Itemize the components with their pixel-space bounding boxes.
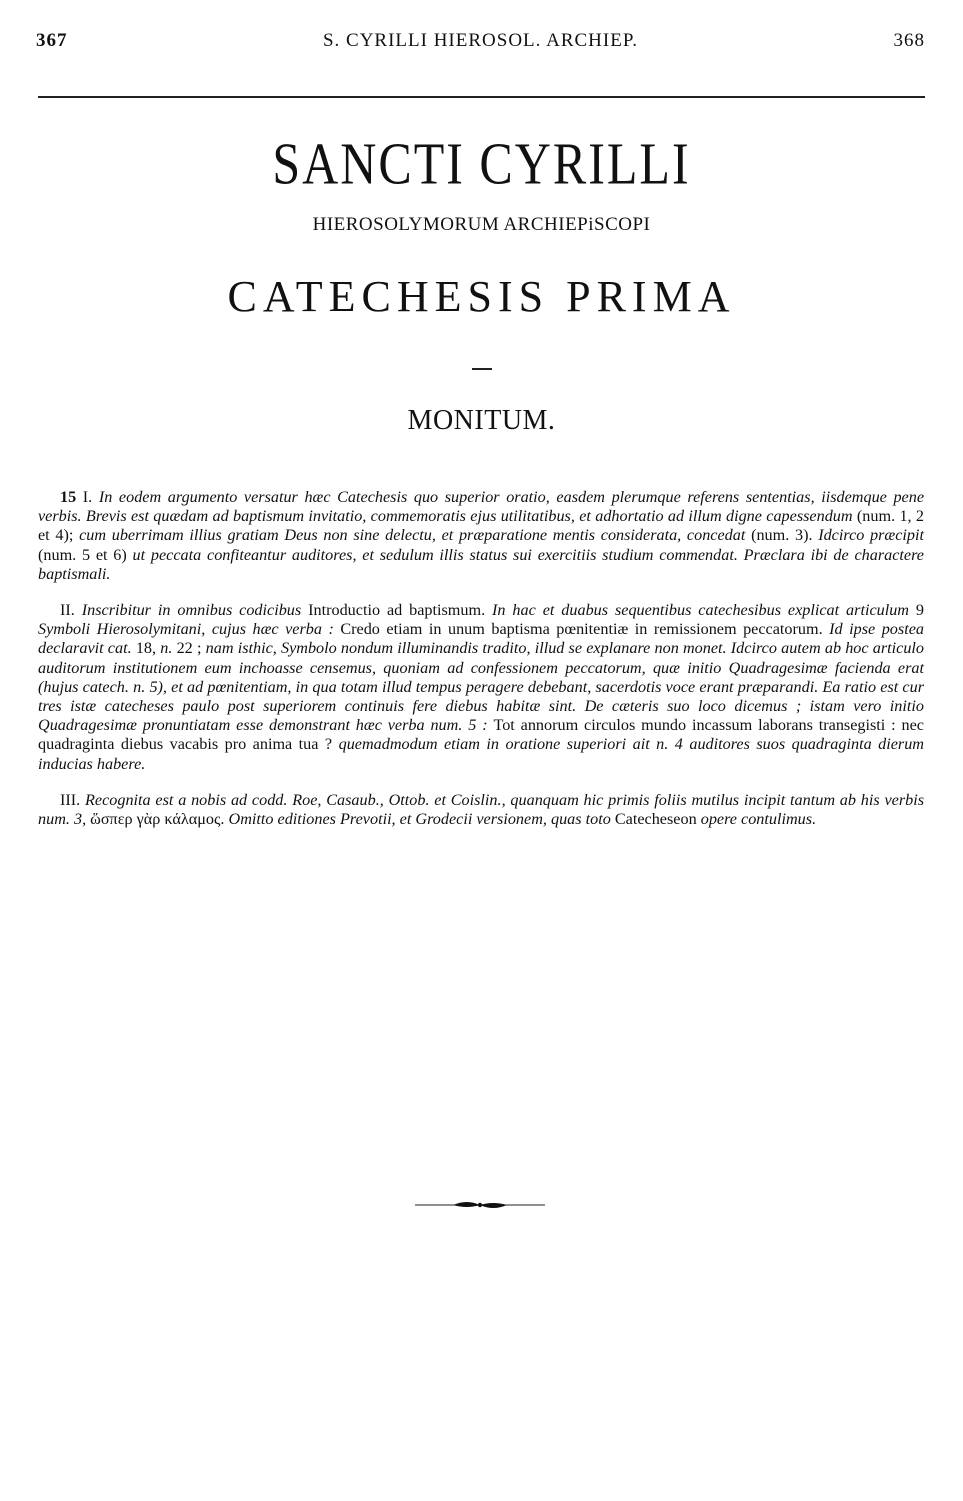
- monitum-paragraph: [38, 488, 924, 584]
- text-segment: Inscribitur in omnibus codicibus: [81, 601, 309, 620]
- header-rule: [38, 96, 925, 98]
- text-segment: In eodem argumento versatur hæc Catechesis quo superior oratio, easdem plerumque referens sententias, iisdemque pene verbis. Brevis est quædam ad baptismum invitatio, commemoratis ejus utilitatibus, et adhortatio ad illum digne capessendum: [38, 488, 925, 526]
- text-segment: ut peccata confiteantur auditores, et sedulum illis status sui exercitiis studium commendat. Præclara ibi de charactere baptismali.: [38, 545, 924, 583]
- text-segment: Omitto editiones Prevotii, et Grodecii versionem, quas toto: [228, 810, 615, 829]
- section-title: MONITUM.: [407, 405, 556, 436]
- running-title: S. CYRILLI HIEROSOL. ARCHIEP.: [322, 30, 639, 51]
- text-segment: Id ipse postea declaravit cat.: [38, 620, 924, 658]
- page-number-left: 367: [36, 30, 68, 51]
- section-divider: [472, 368, 492, 370]
- monitum-paragraph: [38, 791, 924, 829]
- page-number-right: 368: [893, 30, 925, 51]
- work-heading: CATECHESIS PRIMA: [227, 272, 736, 321]
- text-segment: In hac et duabus sequentibus catechesibus explicat articulum: [492, 601, 916, 620]
- text-segment: (num. 3).: [751, 526, 819, 545]
- text-segment: nam isthic, Symbolo nondum illuminandis tradito, illud se explanare non monet. Idcirco autem ab hoc articulo auditorum institutionem eum inchoasse censemus, quoniam ad confessionem peccatorum, quæ initio Quadragesimæ facienda erat (hujus catech. n. 5), et ad pœnitentiam, in qua totam illud tempus peragere debebant, sacerdotis voce erant præparandi. Ea ratio est cur tres istæ catecheses paulo post superiorem continuis fere diebus habitæ sint. De cæteris suo loco dicemus ; istam vero initio Quadragesimæ pronuntiatam esse demonstrant hæc verba num. 5 :: [38, 639, 925, 735]
- text-segment: Catecheseon: [614, 810, 701, 829]
- text-segment: (num. 1, 2 et 4);: [38, 507, 925, 545]
- text-segment: 9: [915, 601, 924, 620]
- text-segment: 18,: [135, 639, 161, 658]
- text-segment: quemadmodum etiam in oratione superiori ait n. 4 auditores suos quadraginta dierum inducias habere.: [38, 735, 924, 773]
- main-title: SANCTI CYRILLI: [272, 130, 691, 197]
- text-segment: I.: [82, 488, 99, 506]
- subtitle: HIEROSOLYMORUM ARCHIEPiSCOPI: [312, 214, 651, 235]
- text-segment: n.: [160, 639, 177, 658]
- text-segment: opere contulimus.: [700, 810, 817, 829]
- tailpiece-ornament-icon: [415, 1198, 545, 1212]
- text-segment: 15: [60, 488, 83, 506]
- text-segment: Idcirco præcipit: [818, 526, 925, 545]
- text-segment: Credo etiam in unum baptisma pœnitentiæ in remissionem peccatorum.: [340, 620, 830, 639]
- text-segment: cum uberrimam illius gratiam Deus non sine delectu, et præparatione mentis considerata, concedat: [79, 526, 752, 545]
- text-segment: 22 ;: [176, 639, 206, 658]
- text-segment: Introductio ad baptismum.: [308, 601, 493, 620]
- text-segment: III.: [60, 790, 86, 809]
- monitum-paragraph: [38, 601, 924, 774]
- text-segment: Recognita est a nobis ad codd. Roe, Casaub., Ottob. et Coislin., quanquam hic primis foliis mutilus incipit tantum ab his verbis num. 3,: [38, 790, 925, 829]
- text-segment: Tot annorum circulos mundo incassum laborans transegisti : nec quadraginta diebus vacabis pro anima tua ?: [38, 716, 924, 754]
- text-segment: ὥσπερ γὰρ κάλαμος.: [90, 810, 229, 829]
- body-text: [38, 488, 924, 846]
- running-head: [36, 30, 925, 60]
- text-segment: (num. 5 et 6): [38, 545, 133, 564]
- text-segment: II.: [60, 601, 82, 620]
- text-segment: Symboli Hierosolymitani, cujus hæc verba :: [38, 620, 341, 639]
